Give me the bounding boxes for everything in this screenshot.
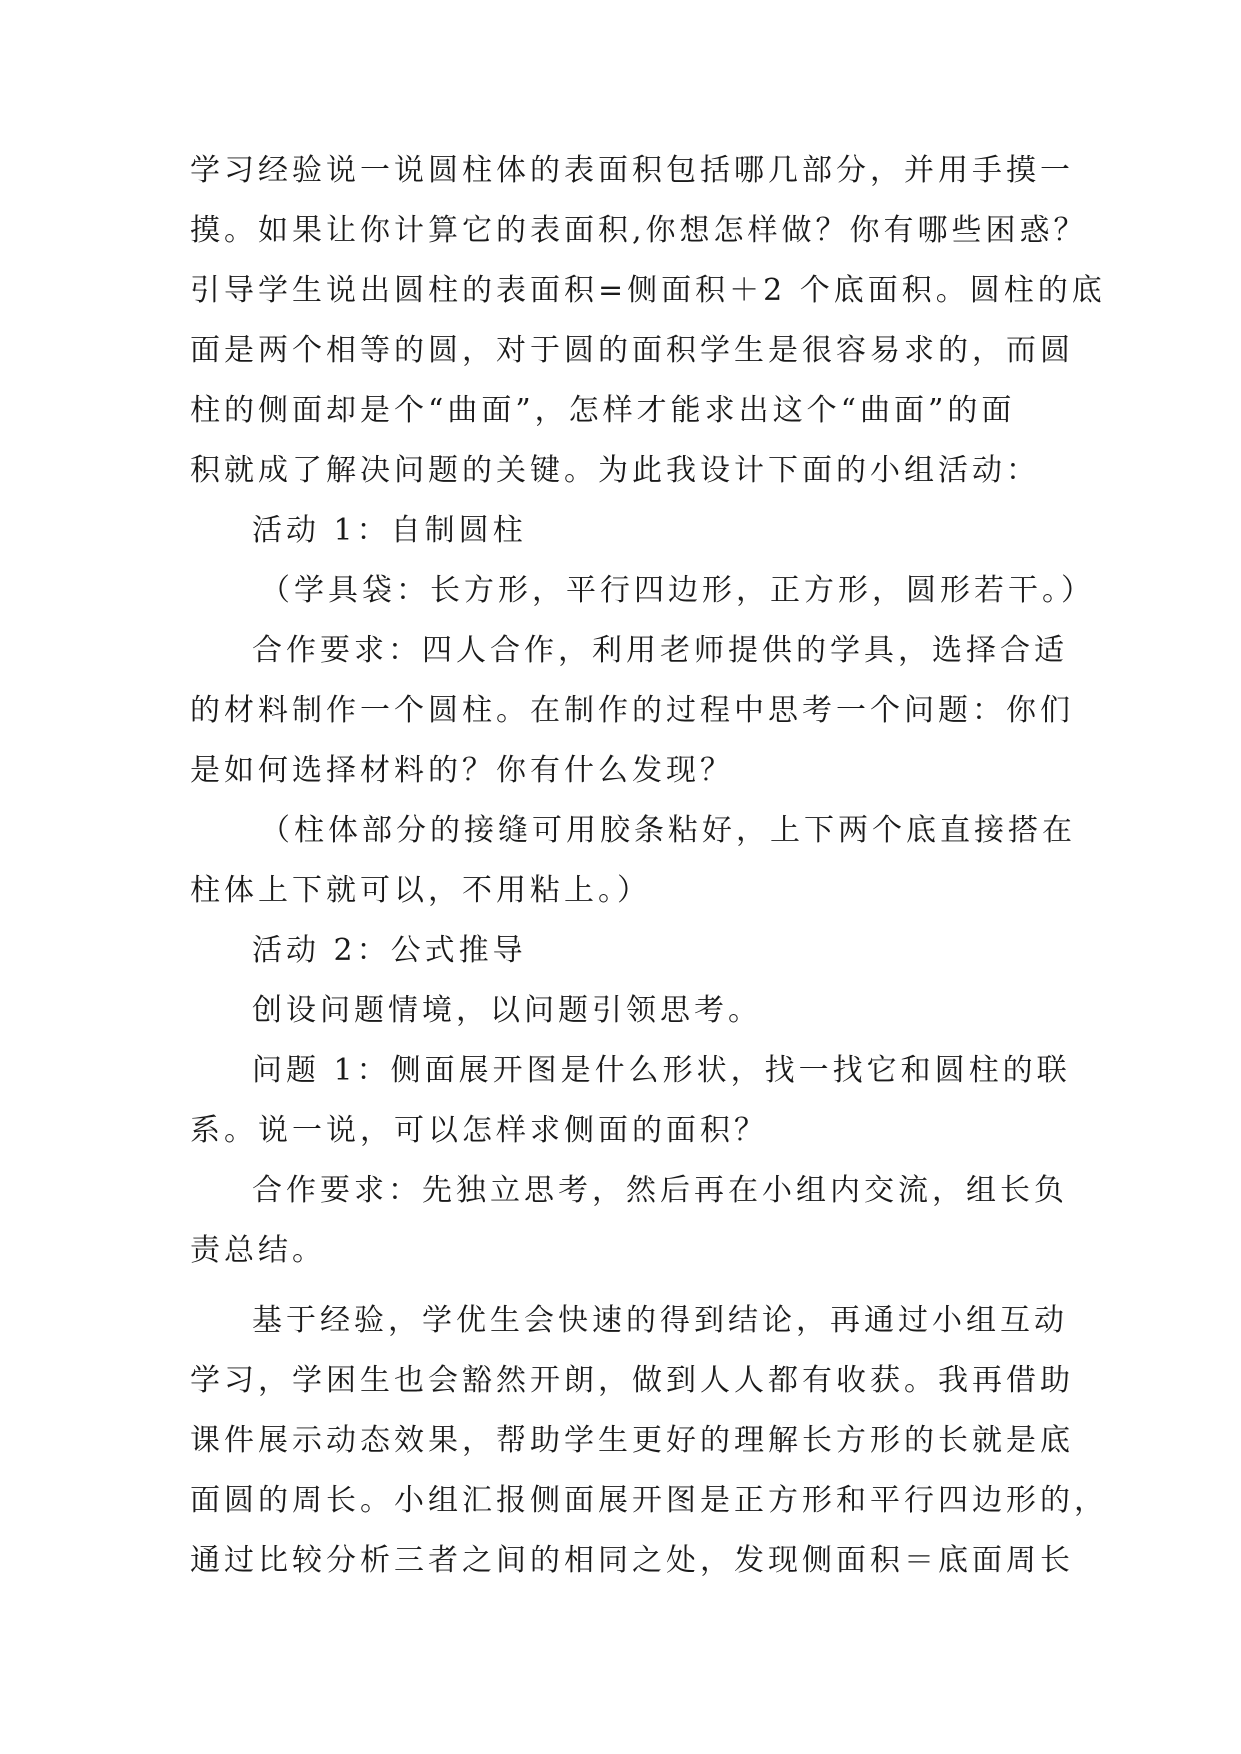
text-line-16: 问题 1：侧面展开图是什么形状，找一找它和圆柱的联 xyxy=(252,1053,1071,1088)
text-line-11: 是如何选择材料的？你有什么发现？ xyxy=(190,753,734,788)
text-line-4: 面是两个相等的圆，对于圆的面积学生是很容易求的，而圆 xyxy=(190,333,1074,368)
text-line-2: 摸。如果让你计算它的表面积,你想怎样做？你有哪些困惑？ xyxy=(190,213,1088,248)
text-line-13: 柱体上下就可以，不用粘上。） xyxy=(190,873,651,908)
text-line-3: 引导学生说出圆柱的表面积=侧面积＋2 个底面积。圆柱的底 xyxy=(190,273,1106,308)
text-line-8: （学具袋：长方形，平行四边形，正方形，圆形若干。） xyxy=(260,573,1095,608)
text-line-9: 合作要求：四人合作，利用老师提供的学具，选择合适 xyxy=(252,633,1068,668)
activity-2-heading: 活动 2：公式推导 xyxy=(252,933,527,968)
text-line-18: 合作要求：先独立思考，然后再在小组内交流，组长负 xyxy=(252,1173,1068,1208)
text-line-20: 基于经验，学优生会快速的得到结论，再通过小组互动 xyxy=(252,1303,1068,1338)
text-line-17: 系。说一说，可以怎样求侧面的面积？ xyxy=(190,1113,768,1148)
text-line-12: （柱体部分的接缝可用胶条粘好，上下两个底直接搭在 xyxy=(260,813,1076,848)
text-line-5: 柱的侧面却是个“曲面”，怎样才能求出这个“曲面”的面 xyxy=(190,393,1016,428)
text-line-1: 学习经验说一说圆柱体的表面积包括哪几部分，并用手摸一 xyxy=(190,153,1074,188)
text-line-15: 创设问题情境，以问题引领思考。 xyxy=(252,993,762,1028)
text-line-24: 通过比较分析三者之间的相同之处，发现侧面积＝底面周长 xyxy=(190,1543,1074,1578)
text-line-6: 积就成了解决问题的关键。为此我设计下面的小组活动： xyxy=(190,453,1040,488)
text-line-22: 课件展示动态效果，帮助学生更好的理解长方形的长就是底 xyxy=(190,1423,1074,1458)
activity-1-heading: 活动 1：自制圆柱 xyxy=(252,513,527,548)
text-line-10: 的材料制作一个圆柱。在制作的过程中思考一个问题：你们 xyxy=(190,693,1074,728)
text-line-23: 面圆的周长。小组汇报侧面展开图是正方形和平行四边形的， xyxy=(190,1483,1108,1518)
text-line-19: 责总结。 xyxy=(190,1233,326,1268)
text-line-21: 学习，学困生也会豁然开朗，做到人人都有收获。我再借助 xyxy=(190,1363,1074,1398)
